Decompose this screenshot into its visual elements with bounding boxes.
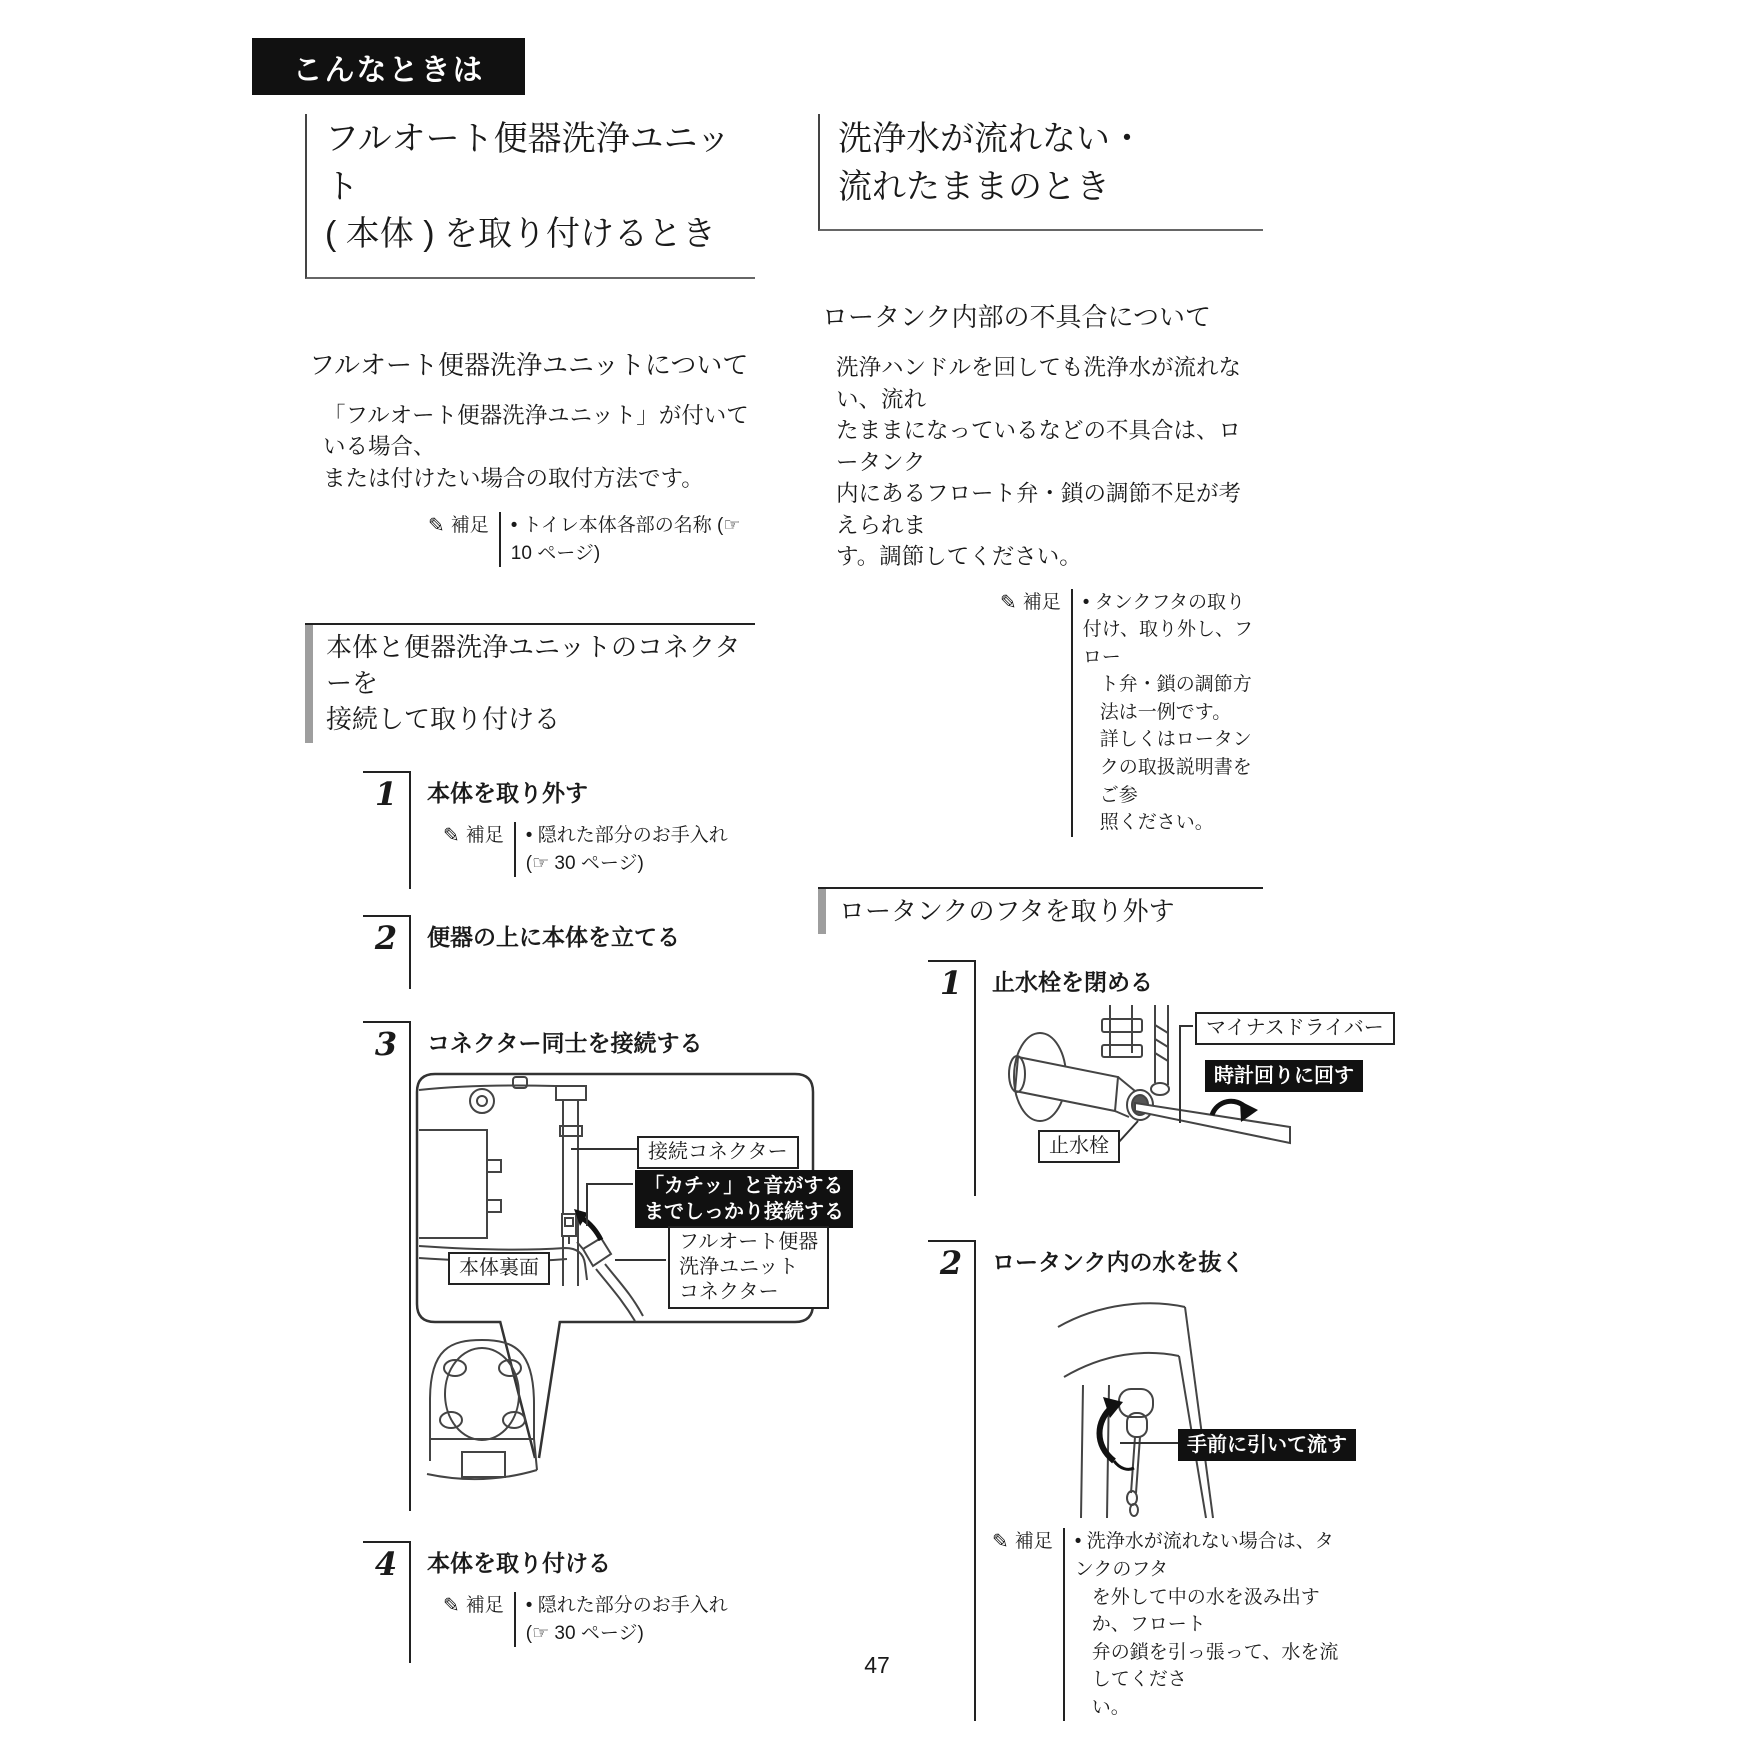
note-text [1071, 589, 1263, 837]
note [428, 512, 755, 567]
note [992, 1528, 1340, 1721]
step-number: 1 [363, 771, 409, 889]
left-about-heading: フルオート便器洗浄ユニットについて [309, 349, 749, 380]
note [443, 822, 755, 877]
body-line: 洗浄ハンドルを回しても洗浄水が流れない、流れ [836, 355, 1242, 412]
left-about-body [323, 400, 755, 495]
note [1000, 589, 1263, 837]
right-subsection-heading [818, 887, 1263, 935]
left-page-title [305, 114, 755, 279]
note-line: • タンクフタの取り付け、取り外し、フロー [1082, 591, 1254, 668]
pencil-icon: ✎ [443, 1595, 460, 1617]
note-line: 照ください。 [1099, 812, 1214, 834]
step-body [974, 1240, 1347, 1721]
subhead-line: ロータンクのフタを取り外す [839, 895, 1175, 926]
pencil-icon: ✎ [428, 515, 445, 538]
step-attach-body [363, 1541, 755, 1663]
right-about-body [836, 352, 1263, 573]
banner-label: こんなときは [292, 53, 485, 87]
note-line: • 隠れた部分のお手入れ (☞ 30 ページ) [525, 825, 728, 874]
note-label: 補足 [450, 515, 489, 537]
note-line: ト弁・鎖の調節方法は一例です。 [1099, 674, 1252, 723]
note-text [499, 512, 755, 567]
title-line: 洗浄水が流れない・ [838, 120, 1144, 158]
step-title: 便器の上に本体を立てる [427, 924, 680, 950]
left-subsection-heading [305, 623, 755, 743]
note-label: 補足 [465, 1595, 504, 1616]
turn-clockwise-label: 時計回りに回す [1205, 1060, 1363, 1092]
step-number: 2 [363, 915, 409, 989]
unit-back-label: 本体裏面 [448, 1252, 550, 1285]
step-remove-body [363, 771, 755, 889]
tank-drawing [1058, 1304, 1213, 1519]
pull-to-flush-label: 手前に引いて流す [1178, 1429, 1356, 1461]
step-number: 2 [928, 1240, 974, 1721]
right-about-heading: ロータンク内部の不具合について [822, 302, 1211, 333]
title-line: フルオート便器洗浄ユニット [325, 120, 731, 206]
step-title: 本体を取り外す [427, 780, 588, 806]
page-number: 47 [864, 1652, 890, 1678]
body-line: 内にあるフロート弁・鎖の調節不足が考えられま [836, 481, 1242, 538]
right-column [818, 100, 1384, 1721]
step-number: 4 [363, 1541, 409, 1663]
shutoff-valve-label: 止水栓 [1038, 1130, 1120, 1163]
step-number: 1 [928, 960, 974, 1196]
step-body [409, 771, 755, 889]
connector-figure [415, 1068, 845, 1498]
step-title: 本体を取り付ける [427, 1550, 611, 1576]
note-text [514, 822, 755, 877]
shutoff-valve-figure [990, 1005, 1384, 1195]
note [443, 1592, 755, 1647]
step-body [409, 1021, 845, 1511]
body-line: たままになっているなどの不具合は、ロータンク [836, 418, 1242, 475]
note-label: 補足 [1022, 591, 1061, 613]
section-banner [252, 38, 525, 95]
note-line: 詳しくはロータンクの取扱説明書をご参 [1099, 729, 1252, 806]
click-label-line: までしっかり接続する [644, 1201, 844, 1223]
pencil-icon: ✎ [992, 1531, 1009, 1554]
step-stand-body [363, 915, 755, 989]
tank-handle-diagram [1000, 1285, 1340, 1520]
note-label: 補足 [465, 825, 504, 846]
step-title: コネクター同士を接続する [427, 1030, 703, 1056]
note-line: • 洗浄水が流れない場合は、タンクのフタ [1074, 1531, 1334, 1581]
step-drain-tank [928, 1240, 1347, 1721]
unit-connector-label-line: フルオート便器 [679, 1231, 819, 1253]
step-body [409, 1541, 755, 1663]
flathead-screwdriver-label: マイナスドライバー [1195, 1012, 1395, 1045]
pencil-icon: ✎ [443, 825, 460, 847]
body-line: す。調節してください。 [836, 544, 1082, 570]
subhead-line: 接続して取り付ける [326, 704, 561, 735]
unit-connector-label-line: コネクター [679, 1281, 779, 1303]
step-number: 3 [363, 1021, 409, 1511]
right-steps [928, 960, 1384, 1721]
step-connect-connectors [363, 1021, 844, 1511]
pencil-icon: ✎ [1000, 591, 1017, 614]
tank-handle-figure [1000, 1285, 1347, 1520]
connector-label: 接続コネクター [637, 1136, 799, 1169]
note-line: • 隠れた部分のお手入れ (☞ 30 ページ) [525, 1595, 728, 1644]
step-close-valve [928, 960, 1384, 1196]
step-body [974, 960, 1384, 1196]
step-title: 止水栓を閉める [992, 969, 1153, 996]
note-label: 補足 [1014, 1531, 1053, 1553]
click-label-line: 「カチッ」と音がする [644, 1175, 844, 1197]
body-line: または付けたい場合の取付方法です。 [323, 465, 704, 491]
note-line: 弁の鎖を引っ張って、水を流してくださ [1091, 1641, 1339, 1691]
note-line: を外して中の水を汲み出すか、フロート [1091, 1586, 1320, 1636]
title-line: 流れたままのとき [838, 167, 1110, 206]
note-line: い。 [1091, 1696, 1130, 1718]
left-steps [363, 771, 844, 1663]
title-line: ( 本体 ) を取り付けるとき [325, 215, 716, 254]
note-text [1063, 1528, 1340, 1721]
unit-connector-label [668, 1226, 829, 1309]
left-column [305, 100, 844, 1663]
body-line: 「フルオート便器洗浄ユニット」が付いている場合、 [323, 402, 749, 460]
note-text [514, 1592, 755, 1647]
step-body [409, 915, 755, 989]
note-line: • トイレ本体各部の名称 (☞ 10 ページ) [510, 515, 741, 564]
subhead-line: 本体と便器洗浄ユニットのコネクターを [326, 632, 741, 699]
right-page-title [818, 114, 1263, 231]
step-title: ロータンク内の水を抜く [992, 1249, 1245, 1276]
unit-connector-label-line: 洗浄ユニット [679, 1256, 799, 1278]
